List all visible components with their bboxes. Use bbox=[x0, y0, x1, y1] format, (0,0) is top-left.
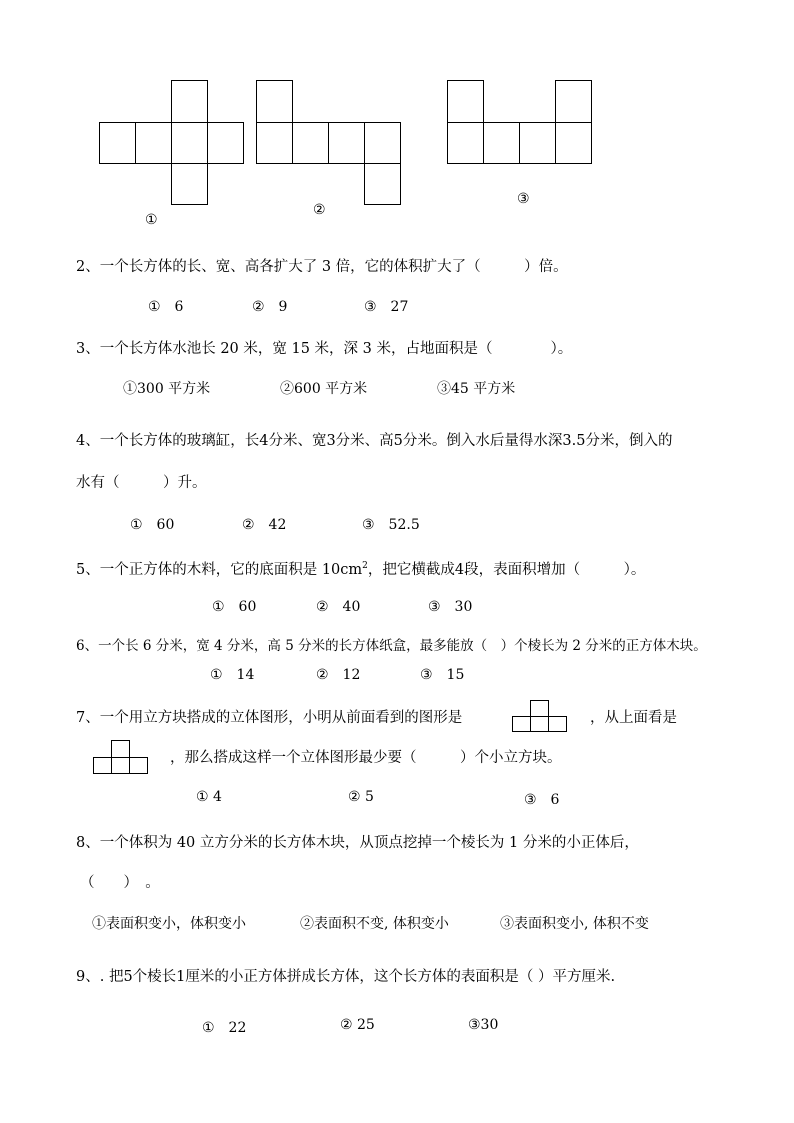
q3-option-2[interactable]: ②600 平方米 bbox=[280, 381, 368, 397]
q7-option-1[interactable]: ① 4 bbox=[196, 789, 222, 805]
net-square bbox=[447, 80, 484, 123]
figure-label-3: ③ bbox=[517, 191, 530, 207]
question-7-text-a: 7、一个用立方块搭成的立体图形，小明从前面看到的图形是 bbox=[76, 710, 463, 726]
q5-text-b: ，把它横截成4段，表面积增加（ ）。 bbox=[367, 562, 646, 578]
q5-option-3[interactable]: ③ 30 bbox=[428, 599, 473, 615]
q4-option-1[interactable]: ① 60 bbox=[130, 517, 175, 533]
q8-option-2[interactable]: ②表面积不变, 体积变小 bbox=[300, 916, 449, 932]
q8-option-1[interactable]: ①表面积变小，体积变小 bbox=[92, 916, 246, 932]
net-square bbox=[483, 122, 520, 164]
question-7-text-b: ，从上面看是 bbox=[590, 710, 677, 726]
view-square bbox=[111, 757, 130, 774]
net-square bbox=[171, 80, 208, 123]
view-square bbox=[530, 700, 549, 717]
net-square bbox=[328, 122, 365, 164]
net-square bbox=[171, 122, 208, 164]
q9-option-3[interactable]: ③30 bbox=[468, 1017, 499, 1033]
figure-label-1: ① bbox=[145, 212, 158, 228]
q7-option-2[interactable]: ② 5 bbox=[348, 789, 374, 805]
net-square bbox=[207, 122, 244, 164]
q4-option-2[interactable]: ② 42 bbox=[242, 517, 287, 533]
net-square bbox=[519, 122, 556, 164]
question-3: 3、一个长方体水池长 20 米，宽 15 米，深 3 米，占地面积是（ ）。 bbox=[76, 341, 573, 357]
q9-option-2[interactable]: ② 25 bbox=[340, 1017, 375, 1033]
q5-option-2[interactable]: ② 40 bbox=[316, 599, 361, 615]
q2-option-1[interactable]: ① 6 bbox=[148, 299, 184, 315]
view-square bbox=[530, 716, 549, 732]
q6-option-1[interactable]: ① 14 bbox=[210, 667, 255, 683]
q9-option-1[interactable]: ① 22 bbox=[202, 1020, 247, 1036]
net-square bbox=[292, 122, 329, 164]
net-square bbox=[364, 163, 401, 205]
q2-option-3[interactable]: ③ 27 bbox=[364, 299, 409, 315]
q7-option-3[interactable]: ③ 6 bbox=[524, 792, 560, 808]
q5-superscript: 2 bbox=[362, 561, 368, 572]
view-square bbox=[93, 757, 112, 774]
question-4-line-1: 4、一个长方体的玻璃缸，长4分米、宽3分米、高5分米。倒入水后量得水深3.5分米，倒入的 bbox=[76, 433, 673, 449]
question-8-line-2: （ ） 。 bbox=[80, 875, 160, 891]
net-square bbox=[256, 80, 293, 123]
net-square bbox=[364, 122, 401, 164]
question-8-line-1: 8、一个体积为 40 立方分米的长方体木块，从顶点挖掉一个棱长为 1 分米的小正体后， bbox=[76, 835, 639, 851]
q6-option-2[interactable]: ② 12 bbox=[316, 667, 361, 683]
question-6: 6、一个长 6 分米，宽 4 分米，高 5 分米的长方体纸盒，最多能放（ ）个棱长为 2 分米的正方体木块。 bbox=[76, 638, 707, 654]
net-square bbox=[256, 122, 293, 164]
q6-option-3[interactable]: ③ 15 bbox=[420, 667, 465, 683]
question-2: 2、一个长方体的长、宽、高各扩大了 3 倍，它的体积扩大了（ ）倍。 bbox=[76, 259, 568, 275]
question-7-text-c: ，那么搭成这样一个立体图形最少要（ ）个小立方块。 bbox=[170, 750, 562, 766]
question-5 bbox=[76, 558, 645, 579]
net-square bbox=[171, 163, 208, 205]
q2-option-2[interactable]: ② 9 bbox=[252, 299, 288, 315]
net-square bbox=[555, 80, 592, 123]
question-4-line-2: 水有（ ）升。 bbox=[76, 475, 207, 491]
net-square bbox=[99, 122, 136, 164]
q4-option-3[interactable]: ③ 52.5 bbox=[362, 517, 420, 533]
q8-option-3[interactable]: ③表面积变小, 体积不变 bbox=[500, 916, 649, 932]
net-square bbox=[135, 122, 172, 164]
net-square bbox=[447, 122, 484, 164]
q5-option-1[interactable]: ① 60 bbox=[212, 599, 257, 615]
q3-option-3[interactable]: ③45 平方米 bbox=[437, 381, 516, 397]
net-square bbox=[555, 122, 592, 164]
q3-option-1[interactable]: ①300 平方米 bbox=[123, 381, 211, 397]
question-9: 9、. 把5个棱长1厘米的小正方体拼成长方体，这个长方体的表面积是（ ）平方厘米. bbox=[76, 969, 616, 985]
q5-text-a: 5、一个正方体的木料，它的底面积是 10cm bbox=[76, 562, 363, 578]
view-square bbox=[548, 716, 567, 732]
view-square bbox=[129, 757, 148, 774]
view-square bbox=[111, 740, 130, 758]
figure-label-2: ② bbox=[313, 202, 326, 218]
view-square bbox=[512, 716, 531, 732]
